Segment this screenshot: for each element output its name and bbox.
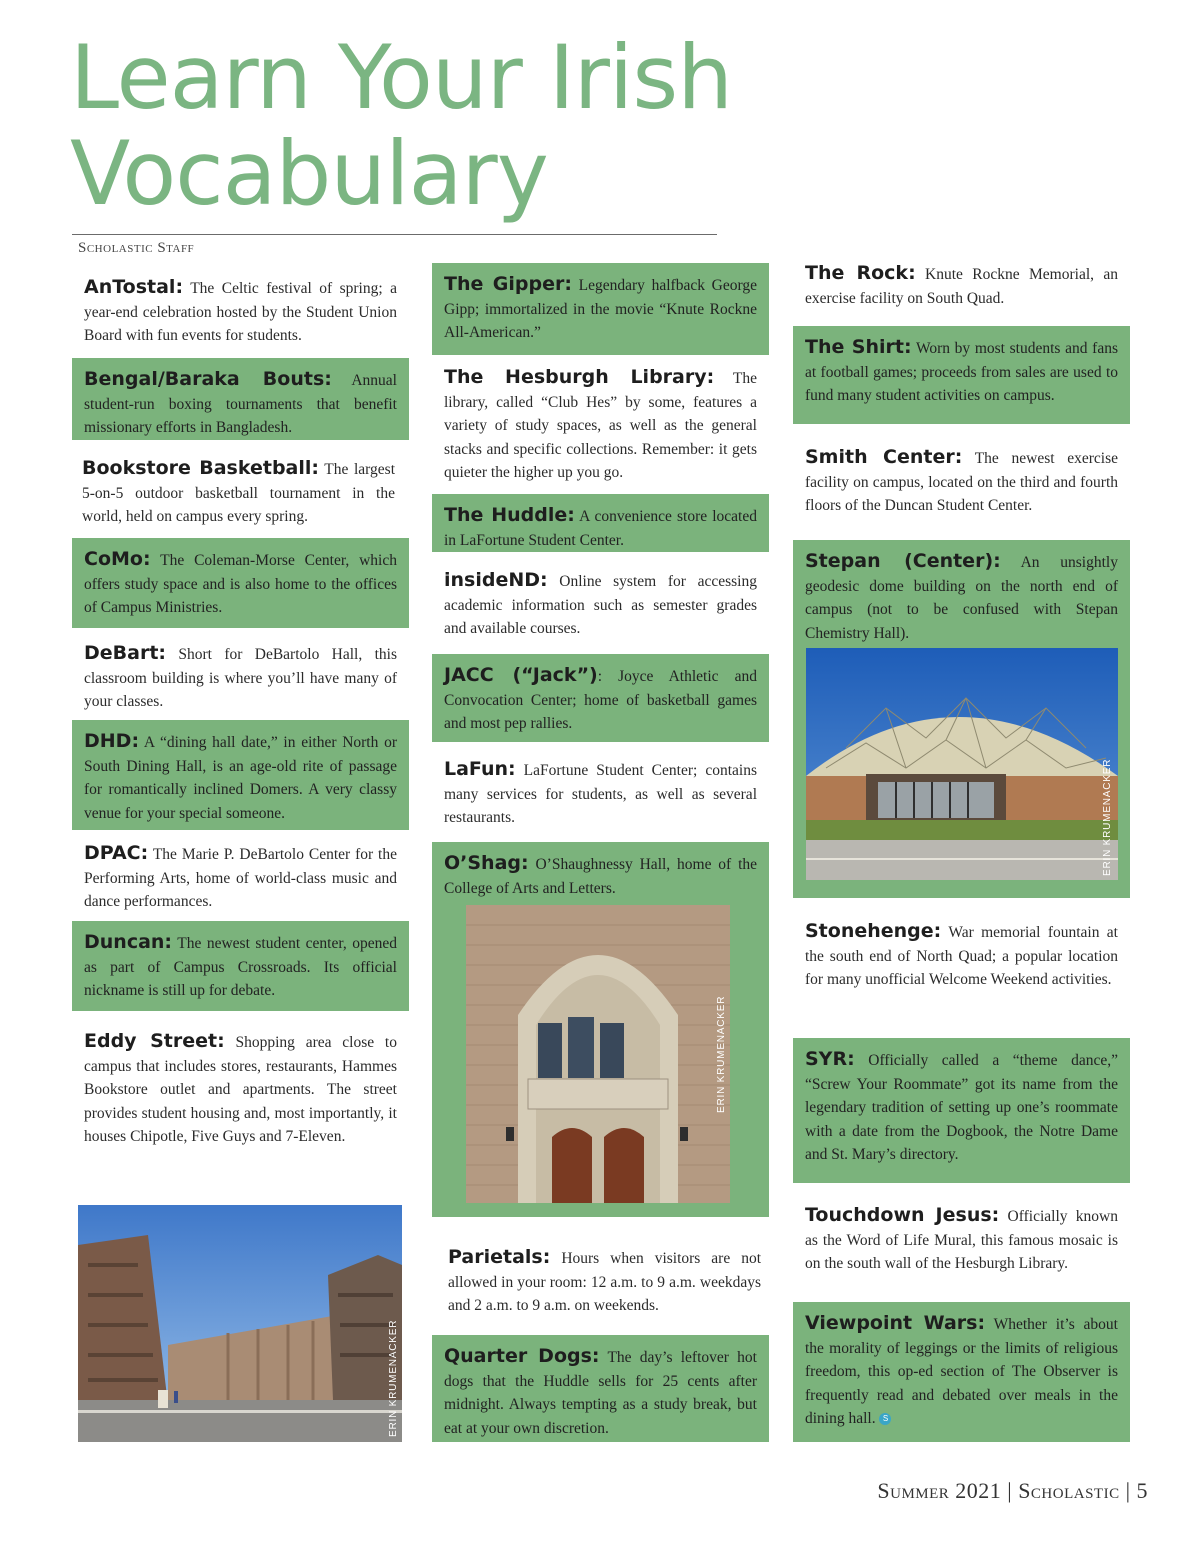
- term: The Hesburgh Library:: [444, 366, 715, 388]
- definition: The newest exercise facility on campus, located on the third and fourth floors of the Duncan Student Center.: [805, 450, 1118, 514]
- title-rule: [72, 234, 717, 235]
- definition: Officially known as the Word of Life Mural, this famous mosaic is on the south wall of the Hesburgh Library.: [805, 1208, 1118, 1272]
- term: LaFun:: [444, 758, 516, 780]
- definition: A “dining hall date,” in either North or South Dining Hall, is an age-old rite of passage for romantically inclined Domers. A very classy venue for your special someone.: [84, 734, 397, 822]
- entry-bookstore-basketball: [70, 447, 407, 541]
- entry-the-huddle: [432, 494, 769, 552]
- entry-insidend: [432, 559, 769, 653]
- term: The Gipper:: [444, 273, 572, 295]
- page-folio: Summer 2021 | Scholastic | 5: [877, 1478, 1148, 1503]
- definition: An unsightly geodesic dome building on the north end of campus (not to be confused with Stepan Chemistry Hall).: [805, 554, 1118, 642]
- definition: The Coleman-Morse Center, which offers study space and is also home to the offices of Campus Ministries.: [84, 552, 397, 616]
- definition: Legendary halfback George Gipp; immortalized in the movie “Knute Rockne All-American.”: [444, 277, 757, 341]
- entry-parietals: [436, 1236, 773, 1330]
- entry-the-rock: [793, 252, 1130, 322]
- definition: The largest 5-on-5 outdoor basketball tournament in the world, held on campus every spring.: [82, 461, 395, 525]
- photo-credit: ERIN KRUMENACKER: [716, 995, 727, 1113]
- definition: The newest student center, opened as part of Campus Crossroads. Its official nickname is still up for debate.: [84, 935, 397, 999]
- definition: The Celtic festival of spring; a year-end celebration hosted by the Student Union Board with fun events for students.: [84, 280, 397, 344]
- entry-viewpoint-wars: [793, 1302, 1130, 1442]
- eddy-street-photo: [78, 1205, 402, 1442]
- term: Touchdown Jesus:: [805, 1204, 1000, 1226]
- entry-eddy-street: [72, 1020, 409, 1161]
- definition: Whether it’s about the morality of leggings or the limits of religious freedom, this op-ed section of The Observer is frequently read and debated over meals in the dining hall.: [805, 1316, 1118, 1427]
- definition: Online system for accessing academic information such as semester grades and available courses.: [444, 573, 757, 637]
- entry-dhd: [72, 720, 409, 830]
- term: O’Shag:: [444, 852, 529, 874]
- term: Viewpoint Wars:: [805, 1312, 986, 1334]
- entry-debart: [72, 632, 409, 726]
- title-line-2: Vocabulary: [70, 122, 548, 225]
- entry-jacc: [432, 654, 769, 742]
- entry-touchdown-jesus: [793, 1194, 1130, 1288]
- term: DPAC:: [84, 842, 149, 864]
- definition: War memorial fountain at the south end of North Quad; a popular location for many unofficial Welcome Weekend activities.: [805, 924, 1118, 988]
- definition: : Joyce Athletic and Convocation Center; home of basketball games and most pep rallies.: [444, 668, 757, 732]
- term: DHD:: [84, 730, 140, 752]
- definition: LaFortune Student Center; contains many services for students, as well as several restaurants.: [444, 762, 757, 826]
- page-title: [70, 26, 732, 225]
- term: SYR:: [805, 1048, 855, 1070]
- entry-syr: [793, 1038, 1130, 1183]
- term: Smith Center:: [805, 446, 963, 468]
- term: Stepan (Center):: [805, 550, 1001, 572]
- term: The Huddle:: [444, 504, 575, 526]
- entry-quarter-dogs: [432, 1335, 769, 1442]
- entry-lafun: [432, 748, 769, 842]
- term: AnTostal:: [84, 276, 184, 298]
- definition: Officially called a “theme dance,” “Screw Your Roommate” got its name from the legendary tradition of setting up one’s roommate with a date from the Dogbook, the Notre Dame and St. Mary’s directory.: [805, 1052, 1119, 1163]
- term: The Shirt:: [805, 336, 912, 358]
- entry-stonehenge: [793, 910, 1130, 1004]
- term: The Rock:: [805, 262, 916, 284]
- photo-credit: ERIN KRUMENACKER: [388, 1319, 399, 1437]
- entry-bengal-bouts: [72, 358, 409, 440]
- term: Duncan:: [84, 931, 173, 953]
- definition: Annual student-run boxing tournaments that benefit missionary efforts in Bangladesh.: [84, 372, 397, 436]
- end-mark-icon: S: [879, 1413, 891, 1425]
- term: CoMo:: [84, 548, 151, 570]
- term: JACC (“Jack”): [444, 664, 598, 686]
- term: insideND:: [444, 569, 548, 591]
- eddy-street-illustration: [78, 1205, 402, 1442]
- stepan-center-photo: [806, 648, 1118, 880]
- entry-smith-center: [793, 436, 1130, 530]
- oshag-photo: [466, 905, 730, 1203]
- definition: The library, called “Club Hes” by some, features a variety of study spaces, as well as the general stacks and specific collections. Remember: it gets quieter the higher up you go.: [444, 370, 757, 481]
- term: Parietals:: [448, 1246, 551, 1268]
- entry-duncan: [72, 921, 409, 1011]
- entry-como: [72, 538, 409, 628]
- term: Quarter Dogs:: [444, 1345, 600, 1367]
- definition: Worn by most students and fans at football games; proceeds from sales are used to fund many student activities on campus.: [805, 340, 1118, 404]
- term: Bengal/Baraka Bouts:: [84, 368, 332, 390]
- term: Bookstore Basketball:: [82, 457, 319, 479]
- byline: Scholastic Staff: [78, 240, 195, 256]
- definition: A convenience store located in LaFortune Student Center.: [444, 508, 757, 549]
- definition: Knute Rockne Memorial, an exercise facility on South Quad.: [805, 266, 1119, 307]
- definition: Hours when visitors are not allowed in your room: 12 a.m. to 9 a.m. weekdays and 2 a.m. to 9 a.m. on weekends.: [448, 1250, 761, 1314]
- term: DeBart:: [84, 642, 167, 664]
- oshaughnessy-hall-illustration: [466, 905, 730, 1203]
- stepan-dome-illustration: [806, 648, 1118, 880]
- definition: Shopping area close to campus that includes stores, restaurants, Hammes Bookstore outlet and apartments. The street provides student housing and, most importantly, it houses Chipotle, Five Guys and 7-Eleven.: [84, 1034, 397, 1145]
- definition: Short for DeBartolo Hall, this classroom building is where you’ll have many of your classes.: [84, 646, 397, 710]
- term: Stonehenge:: [805, 920, 942, 942]
- definition: O’Shaughnessy Hall, home of the College of Arts and Letters.: [444, 856, 757, 897]
- definition: The day’s leftover hot dogs that the Huddle sells for 25 cents after midnight. Always tempting as a study break, but eat at your own discretion.: [444, 1349, 757, 1437]
- entry-the-gipper: [432, 263, 769, 355]
- term: Eddy Street:: [84, 1030, 225, 1052]
- entry-dpac: [72, 832, 409, 926]
- entry-antostal: [72, 266, 409, 360]
- entry-the-shirt: [793, 326, 1130, 424]
- photo-credit: ERIN KRUMENACKER: [1102, 758, 1113, 876]
- definition: The Marie P. DeBartolo Center for the Performing Arts, home of world-class music and dance performances.: [84, 846, 397, 910]
- entry-hesburgh-library: [432, 356, 769, 497]
- title-line-1: Learn Your Irish: [70, 26, 732, 129]
